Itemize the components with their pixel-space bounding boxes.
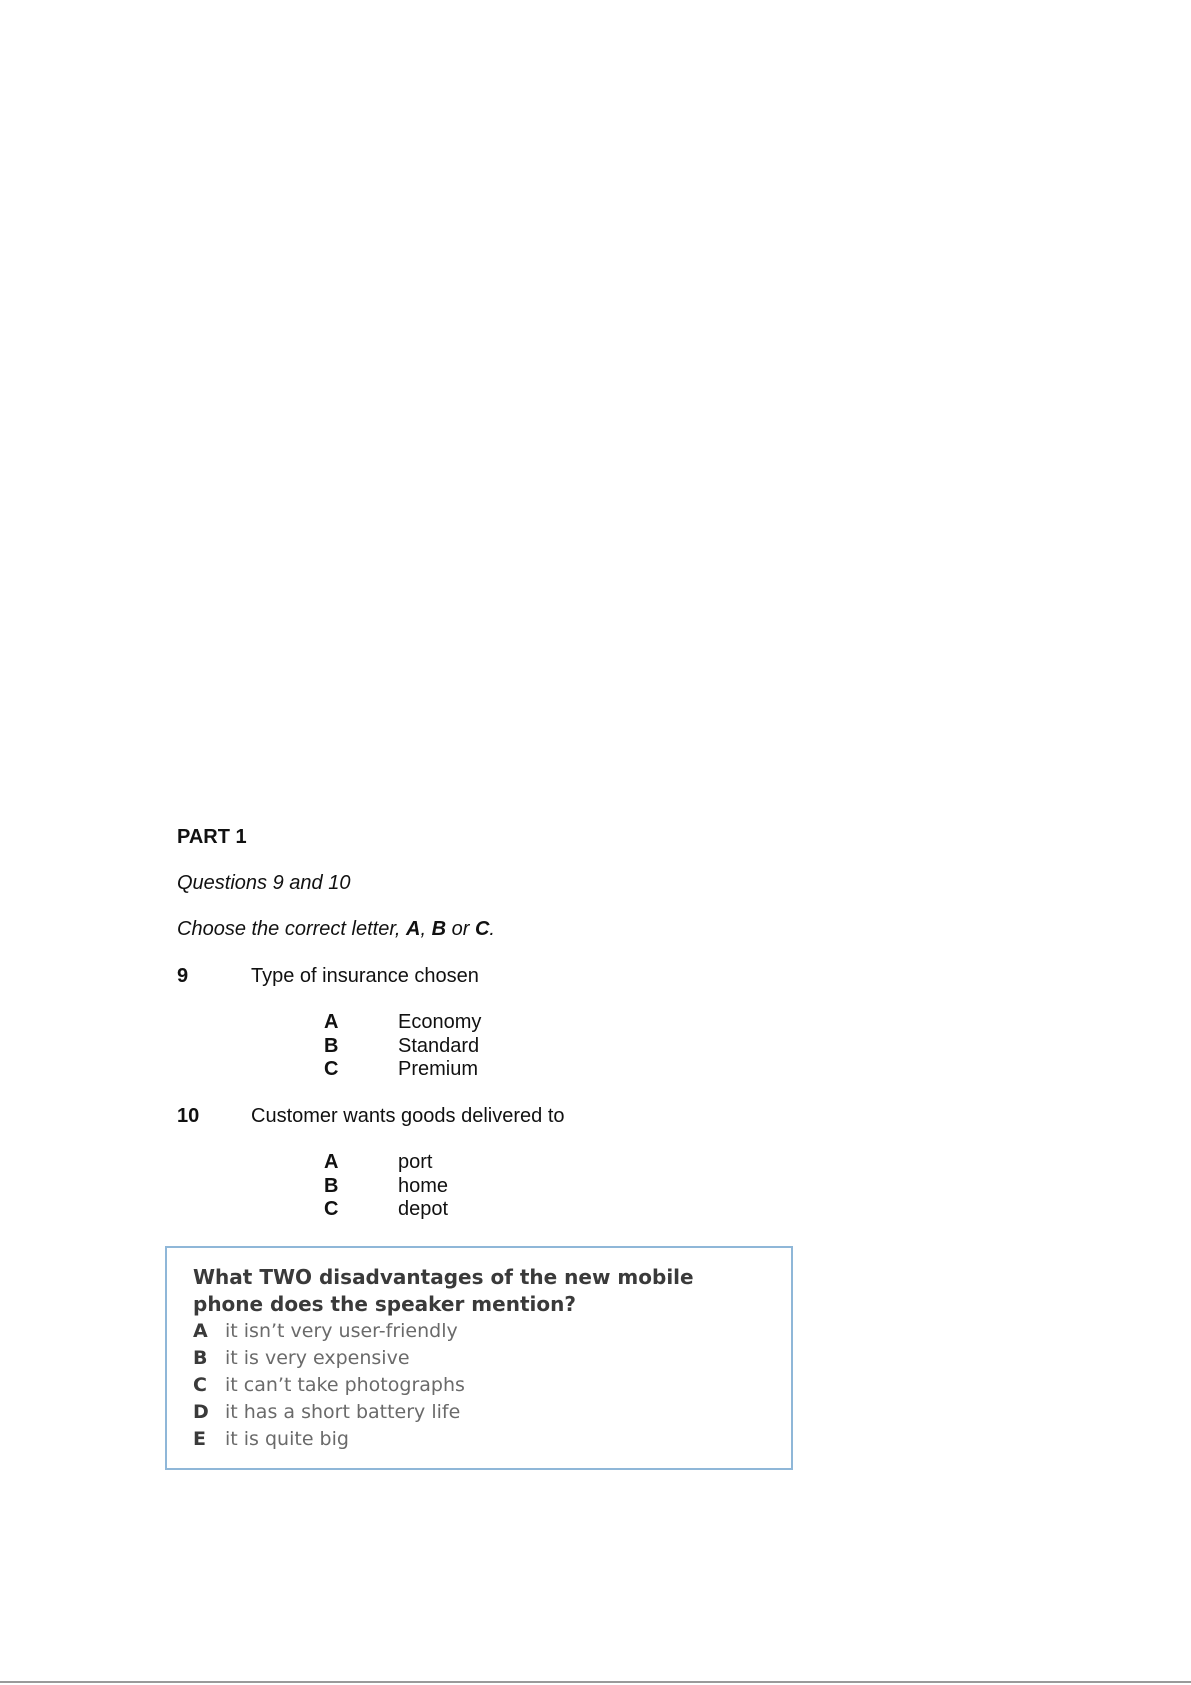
option-a[interactable] [324, 1011, 481, 1035]
box-question-text: What TWO disadvantages of the new mobile phone does the speaker mention? [193, 1265, 694, 1316]
box-option-text: it isn’t very user-friendly [225, 1320, 458, 1342]
box-option-letter: D [193, 1401, 209, 1423]
option-letter: B [324, 1034, 339, 1057]
box-options [193, 1318, 465, 1453]
option-a[interactable] [324, 1151, 448, 1175]
instruction [177, 918, 495, 941]
box-option-d[interactable] [193, 1399, 465, 1426]
option-letter: C [324, 1058, 339, 1080]
instruction-letter-c: C [474, 918, 490, 940]
question-text: Customer wants goods delivered to [251, 1105, 565, 1127]
box-option-a[interactable] [193, 1318, 465, 1345]
instruction-suffix: . [489, 918, 495, 940]
part-title: PART 1 [177, 826, 247, 848]
box-option-text: it has a short battery life [225, 1401, 461, 1423]
option-text: Economy [398, 1011, 482, 1033]
question-text: Type of insurance chosen [251, 965, 479, 987]
box-option-text: it is very expensive [225, 1347, 410, 1369]
question-number: 10 [177, 1105, 200, 1127]
option-b[interactable] [324, 1175, 448, 1199]
box-option-text: it is quite big [225, 1428, 349, 1450]
question-10-options [324, 1151, 448, 1222]
instruction-letter-b: B [431, 918, 447, 940]
questions-heading: Questions 9 and 10 [177, 872, 351, 894]
option-text: port [398, 1151, 433, 1173]
option-letter: C [324, 1198, 339, 1220]
box-option-letter: C [193, 1374, 207, 1396]
option-text: depot [398, 1198, 449, 1220]
box-option-c[interactable] [193, 1372, 465, 1399]
box-option-letter: A [193, 1320, 208, 1342]
option-letter: A [324, 1151, 339, 1173]
option-text: Standard [398, 1034, 480, 1057]
box-option-letter: E [193, 1428, 206, 1450]
option-c[interactable] [324, 1058, 481, 1082]
question-number: 9 [177, 965, 189, 987]
instruction-letter-a: A [406, 918, 421, 940]
option-text: Premium [398, 1058, 479, 1080]
option-letter: A [324, 1011, 339, 1033]
box-option-b[interactable] [193, 1345, 465, 1372]
instruction-prefix: Choose the correct letter, [177, 918, 407, 940]
option-b[interactable] [324, 1035, 481, 1059]
option-text: home [398, 1174, 449, 1197]
example-question-box [165, 1246, 793, 1470]
box-option-text: it can’t take photographs [225, 1374, 465, 1396]
box-option-e[interactable] [193, 1426, 465, 1453]
option-letter: B [324, 1174, 339, 1197]
option-c[interactable] [324, 1198, 448, 1222]
box-option-letter: B [193, 1347, 208, 1369]
instruction-sep-2: or [446, 918, 475, 940]
instruction-sep-1: , [420, 918, 432, 940]
page-bottom-divider [0, 1681, 1191, 1683]
question-9-options [324, 1011, 481, 1082]
